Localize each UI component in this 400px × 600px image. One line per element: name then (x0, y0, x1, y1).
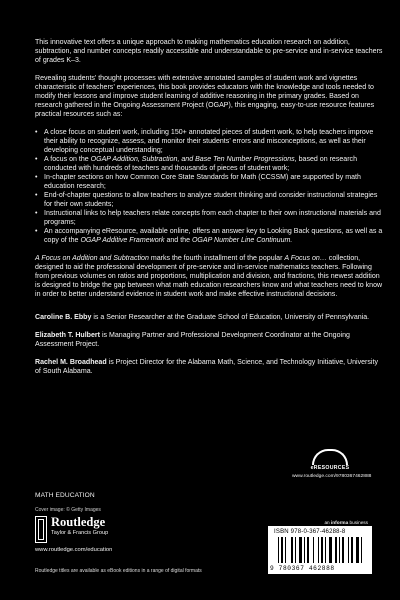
business-text: an (324, 520, 331, 525)
feature-item: • Instructional links to help teachers relate concepts from each chapter to their own instructional materials and programs; (35, 209, 385, 227)
feature-item (35, 155, 385, 173)
author-bio (35, 331, 385, 349)
feature-item (35, 227, 385, 245)
publisher-url: www.routledge.com/education (35, 547, 113, 553)
author-bio (35, 358, 385, 376)
feature-text: and the (164, 237, 192, 244)
feature-title: OGAP Additive Framework (80, 237, 165, 244)
barcode (268, 526, 372, 574)
isbn: ISBN 978-0-367-46288-8 (274, 529, 346, 535)
eresources-url: www.routledge.com/9780367462888 (292, 474, 372, 479)
feature-text: A focus on the (44, 156, 91, 163)
business-text: business (348, 520, 368, 525)
feature-item: • A close focus on student work, including 150+ annotated pieces of student work, to help teachers improve their ability to recognize, assess, and monitor their students’ errors and misconceptions, as well as their developing conceptual understanding; (35, 128, 385, 155)
feature-item: • End-of-chapter questions to allow teachers to analyze student thinking and consider instructional strategies for their own students; (35, 191, 385, 209)
eresources-arc-icon (312, 449, 348, 465)
author-name: Elizabeth T. Hulbert (35, 332, 100, 339)
feature-title: OGAP Number Line Continuum. (191, 237, 293, 244)
series-title: A Focus on… (284, 255, 327, 262)
focus-text: marks the fourth installment of the popular (148, 255, 285, 262)
cover-credit: Cover image: © Getty Images (35, 507, 101, 513)
ebook-note: Routledge titles are available as eBook editions in a range of digital formats (35, 568, 202, 574)
eresources-label: eRESOURCES (310, 465, 350, 471)
book-title: A Focus on Addition and Subtraction (35, 255, 149, 262)
routledge-logo-icon (35, 516, 47, 543)
intro-paragraph-2: Revealing students’ thought processes with extensive annotated samples of student work and vignettes characteristic of teachers’ experiences, this book provides educators with the knowledge and tools needed to modify their lessons and improve student learning of additive reasoning in the primary grades. Based on research gathered in the Ongoing Assessment Project (OGAP), this engaging, easy-to-use resource features practical resources such as: (35, 75, 375, 118)
subject-label: MATH EDUCATION (35, 492, 95, 499)
focus-paragraph (35, 254, 385, 299)
feature-text: based on research conducted with hundreds of teachers and thousands of pieces of student work; (44, 156, 358, 172)
author-name: Rachel M. Broadhead (35, 359, 107, 366)
author-name: Caroline B. Ebby (35, 314, 92, 321)
feature-list (35, 128, 385, 245)
business-brand: informa (330, 520, 349, 525)
feature-text: An accompanying eResource, available online, offers an answer key to Looking Back questions, as well as a copy of the (44, 228, 383, 244)
feature-item: • In-chapter sections on how Common Core State Standards for Math (CCSSM) are supported by math education research; (35, 173, 385, 191)
author-text: is Managing Partner and Professional Development Coordinator at the Ongoing Assessment Project. (35, 332, 350, 348)
author-bio (35, 313, 385, 322)
publisher-group: Taylor & Francis Group (51, 530, 109, 536)
barcode-bars (278, 537, 362, 563)
informa-business (282, 520, 368, 525)
author-text: is a Senior Researcher at the Graduate School of Education, University of Pennsylvania. (91, 314, 370, 321)
barcode-digits: 9 780367 462888 (270, 565, 335, 572)
focus-text: collection, designed to aid the professional development of pre-service and in-service mathematics teachers. Following from previous volumes on ratios and proportions, multiplication and division, and fractions, this newest addition is designed to bridge the gap between what math education researchers know and what teachers need to know in order to better understand evidence in student work and make effective instructional decisions. (35, 255, 383, 298)
author-text: is Project Director for the Alabama Math, Science, and Technology Initiative, University of South Alabama. (35, 359, 378, 375)
publisher-name: Routledge (51, 515, 106, 529)
blurb (35, 38, 385, 385)
intro-paragraph-1: This innovative text offers a unique approach to making mathematics education research on addition, subtraction, and number concepts readily accessible and understandable to pre-service and in-service teachers of grades K–3. (35, 39, 383, 64)
feature-title: OGAP Addition, Subtraction, and Base Ten Number Progressions, (90, 156, 297, 163)
